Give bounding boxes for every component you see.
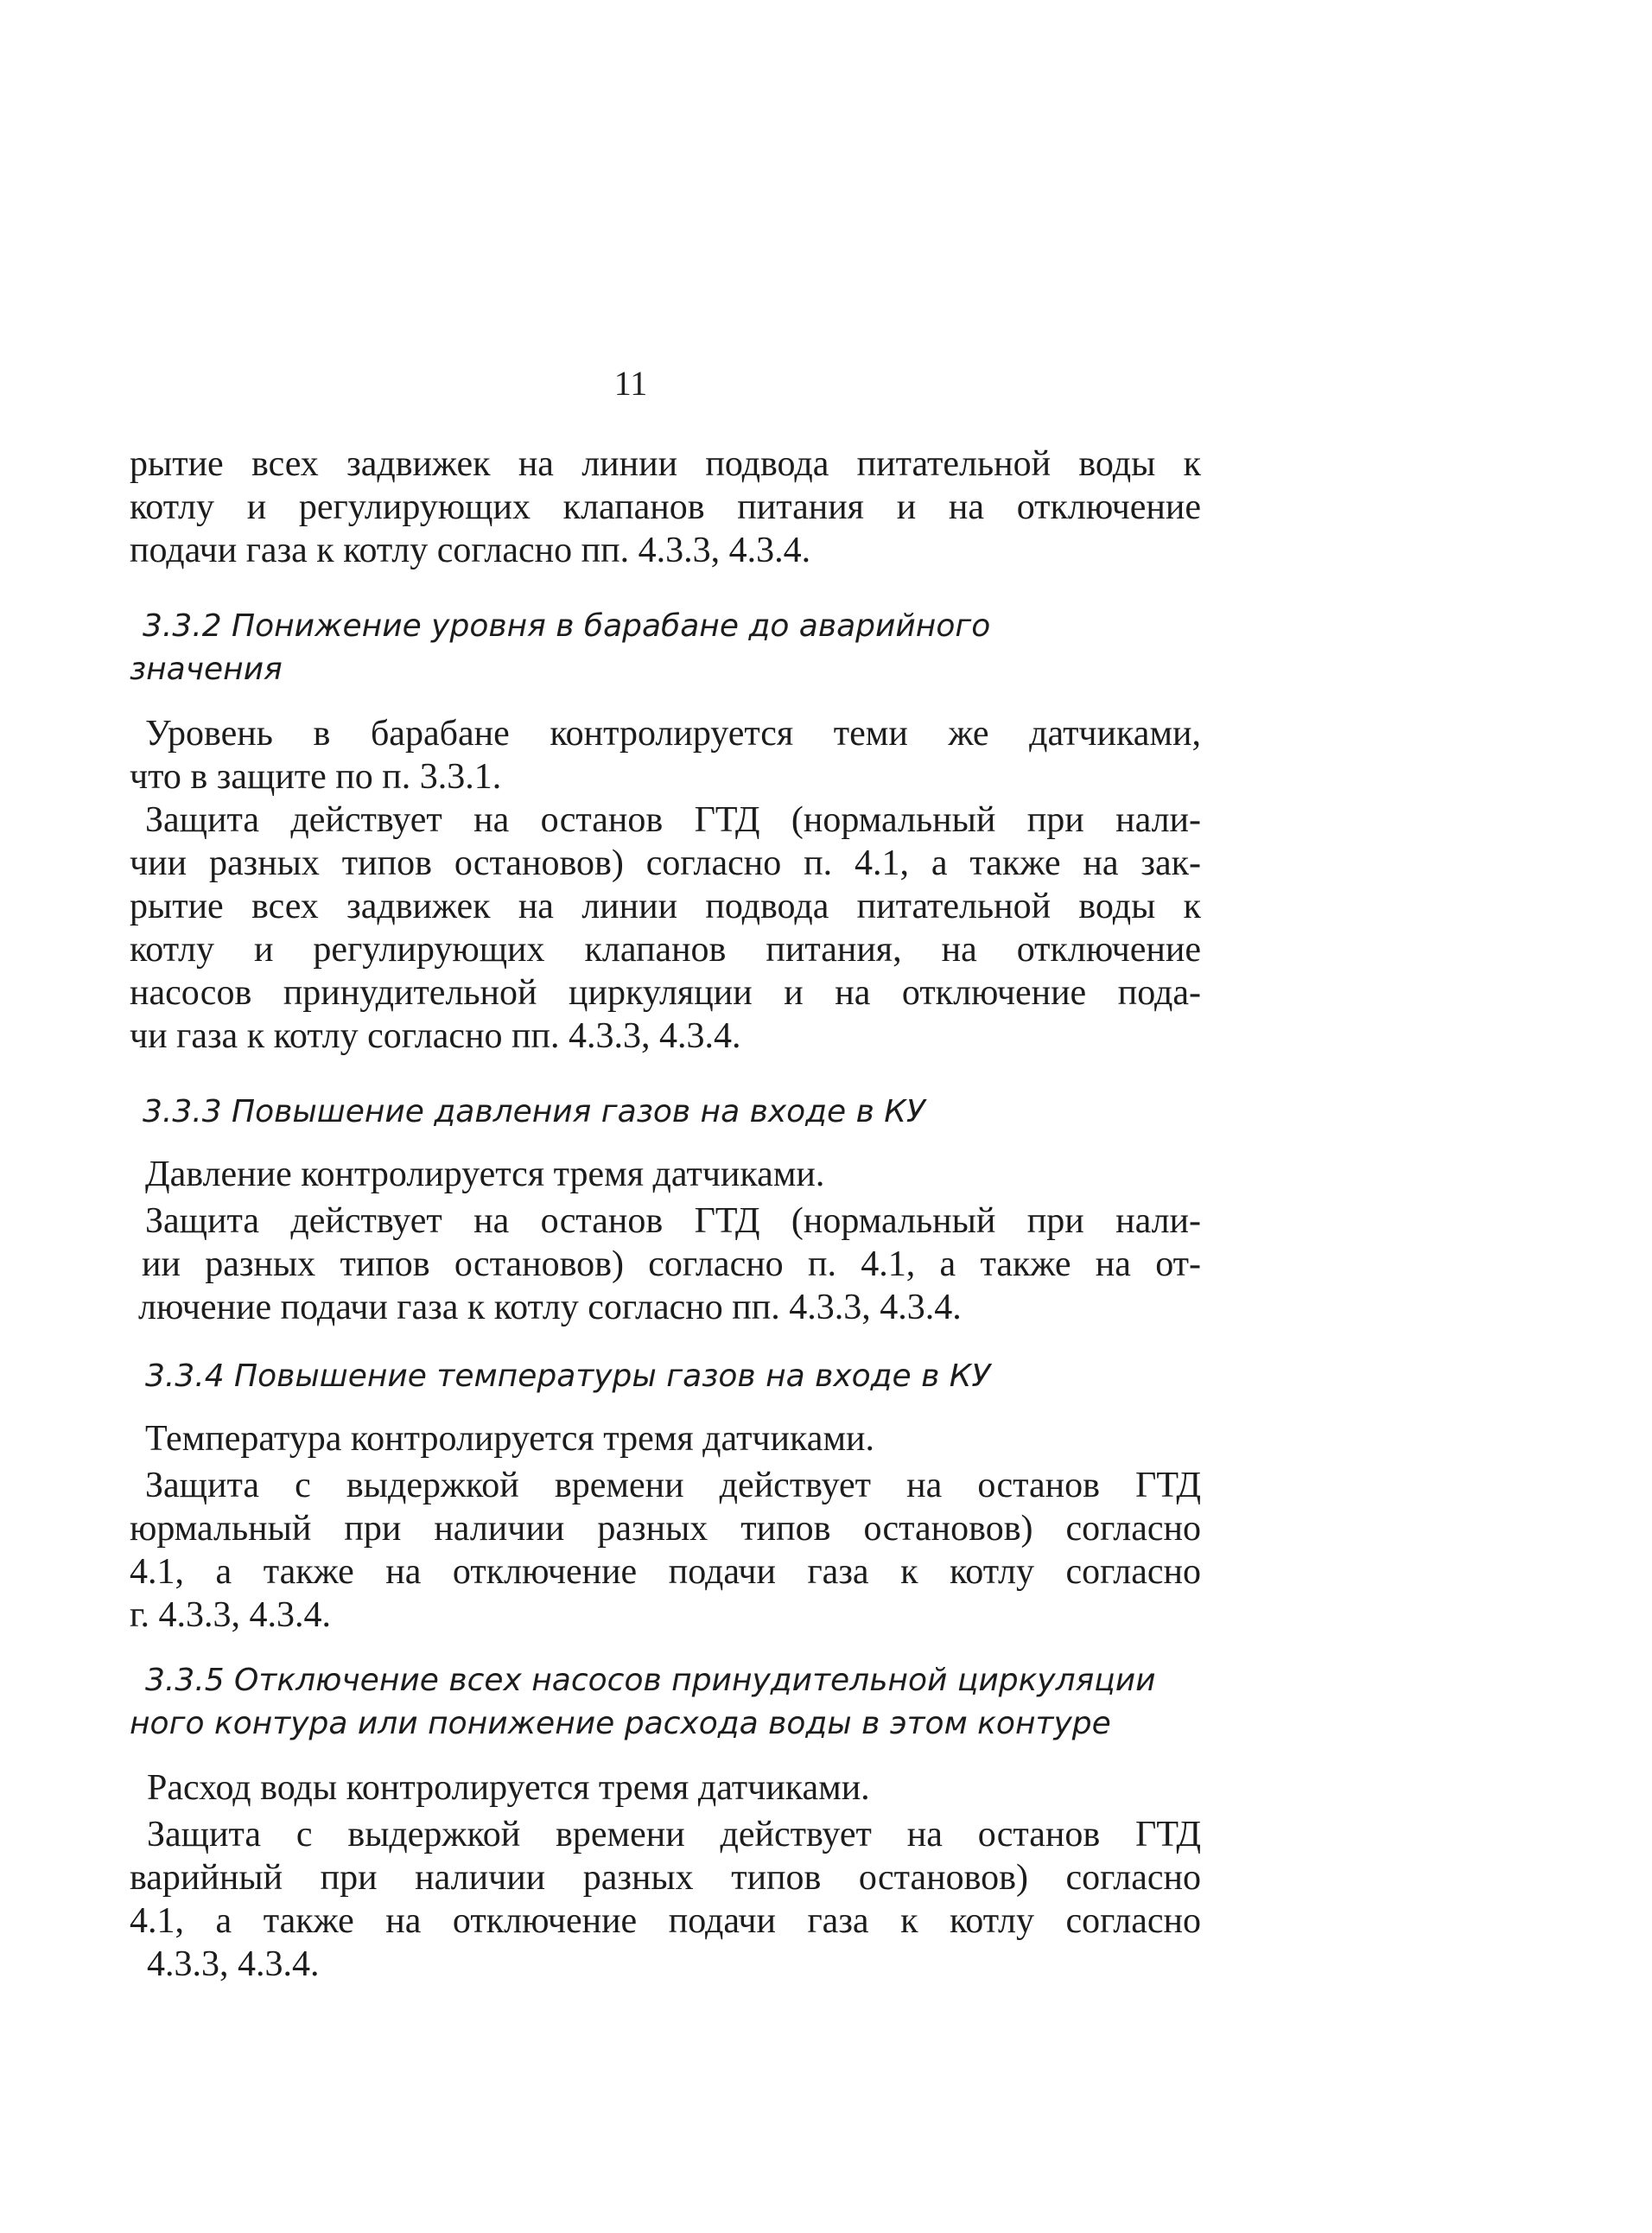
heading-line: 3.3.3 Повышение давления газов на входе в КУ [143, 1094, 925, 1129]
section-heading-3-3-5 [130, 1659, 1217, 1746]
text-line: чии разных типов остановов) согласно п. 4.1, а также на зак- [130, 843, 1201, 883]
text-line: Защита с выдержкой времени действует на останов ГТД [147, 1815, 1201, 1854]
section-heading-3-3-4 [145, 1355, 1217, 1398]
text-line: Защита с выдержкой времени действует на останов ГТД [145, 1466, 1201, 1505]
text-line: подачи газа к котлу согласно пп. 4.3.3, 4.3.4. [130, 531, 811, 570]
paragraph-3-3-4-action [130, 1464, 1201, 1637]
text-line: Давление контролируется тремя датчиками. [145, 1155, 825, 1194]
section-heading-3-3-3 [143, 1091, 1214, 1134]
text-line: рытие всех задвижек на линии подвода питательной воды к [130, 444, 1201, 484]
heading-line: 3.3.2 Понижение уровня в барабане до аварийного [143, 608, 991, 644]
text-line: 4.1, а также на отключение подачи газа к котлу согласно [130, 1552, 1201, 1592]
paragraph-3-3-4-sensors [130, 1417, 1201, 1460]
text-line: Защита действует на останов ГТД (нормальный при нали- [145, 1201, 1201, 1241]
text-line: лючение подачи газа к котлу согласно пп. 4.3.3, 4.3.4. [138, 1288, 962, 1327]
paragraph-3-3-3-sensors [130, 1153, 1201, 1196]
text-line: ии разных типов остановов) согласно п. 4.1, а также на от- [142, 1244, 1201, 1284]
section-heading-3-3-2 [130, 605, 1214, 691]
heading-line: значения [130, 652, 283, 687]
paragraph-3-3-5-sensors [130, 1766, 1201, 1810]
text-line: Защита действует на останов ГТД (нормальный при нали- [145, 800, 1201, 840]
text-line: юрмальный при наличии разных типов остановов) согласно [130, 1509, 1201, 1549]
paragraph-3-3-2-sensors [130, 712, 1201, 798]
text-line: что в защите по п. 3.3.1. [130, 757, 502, 797]
page-number: 11 [613, 364, 648, 403]
paragraph-3-3-5-action [130, 1813, 1201, 1986]
paragraph-3-3-2-action [130, 798, 1201, 1058]
heading-line: 3.3.5 Отключение всех насосов принудительной циркуляции [145, 1663, 1156, 1698]
text-line: 4.3.3, 4.3.4. [147, 1944, 320, 1984]
text-line: Температура контролируется тремя датчиками. [145, 1419, 874, 1459]
text-line: котлу и регулирующих клапанов питания, на отключение [130, 930, 1201, 970]
intro-paragraph [130, 442, 1201, 572]
text-line: насосов принудительной циркуляции и на отключение пода- [130, 973, 1201, 1013]
heading-line: ного контура или понижение расхода воды в этом контуре [130, 1706, 1111, 1741]
text-line: рытие всех задвижек на линии подвода питательной воды к [130, 887, 1201, 926]
text-line: чи газа к котлу согласно пп. 4.3.3, 4.3.4. [130, 1016, 741, 1056]
paragraph-3-3-3-action [130, 1199, 1201, 1329]
heading-line: 3.3.4 Повышение температуры газов на входе в КУ [145, 1358, 991, 1394]
text-line: Расход воды контролируется тремя датчиками. [147, 1768, 870, 1808]
text-line: варийный при наличии разных типов остановов) согласно [130, 1858, 1201, 1898]
text-line: г. 4.3.3, 4.3.4. [130, 1595, 331, 1635]
text-line: Уровень в барабане контролируется теми же датчиками, [145, 714, 1201, 754]
text-line: 4.1, а также на отключение подачи газа к котлу согласно [130, 1901, 1201, 1941]
text-line: котлу и регулирующих клапанов питания и на отключение [130, 487, 1201, 527]
